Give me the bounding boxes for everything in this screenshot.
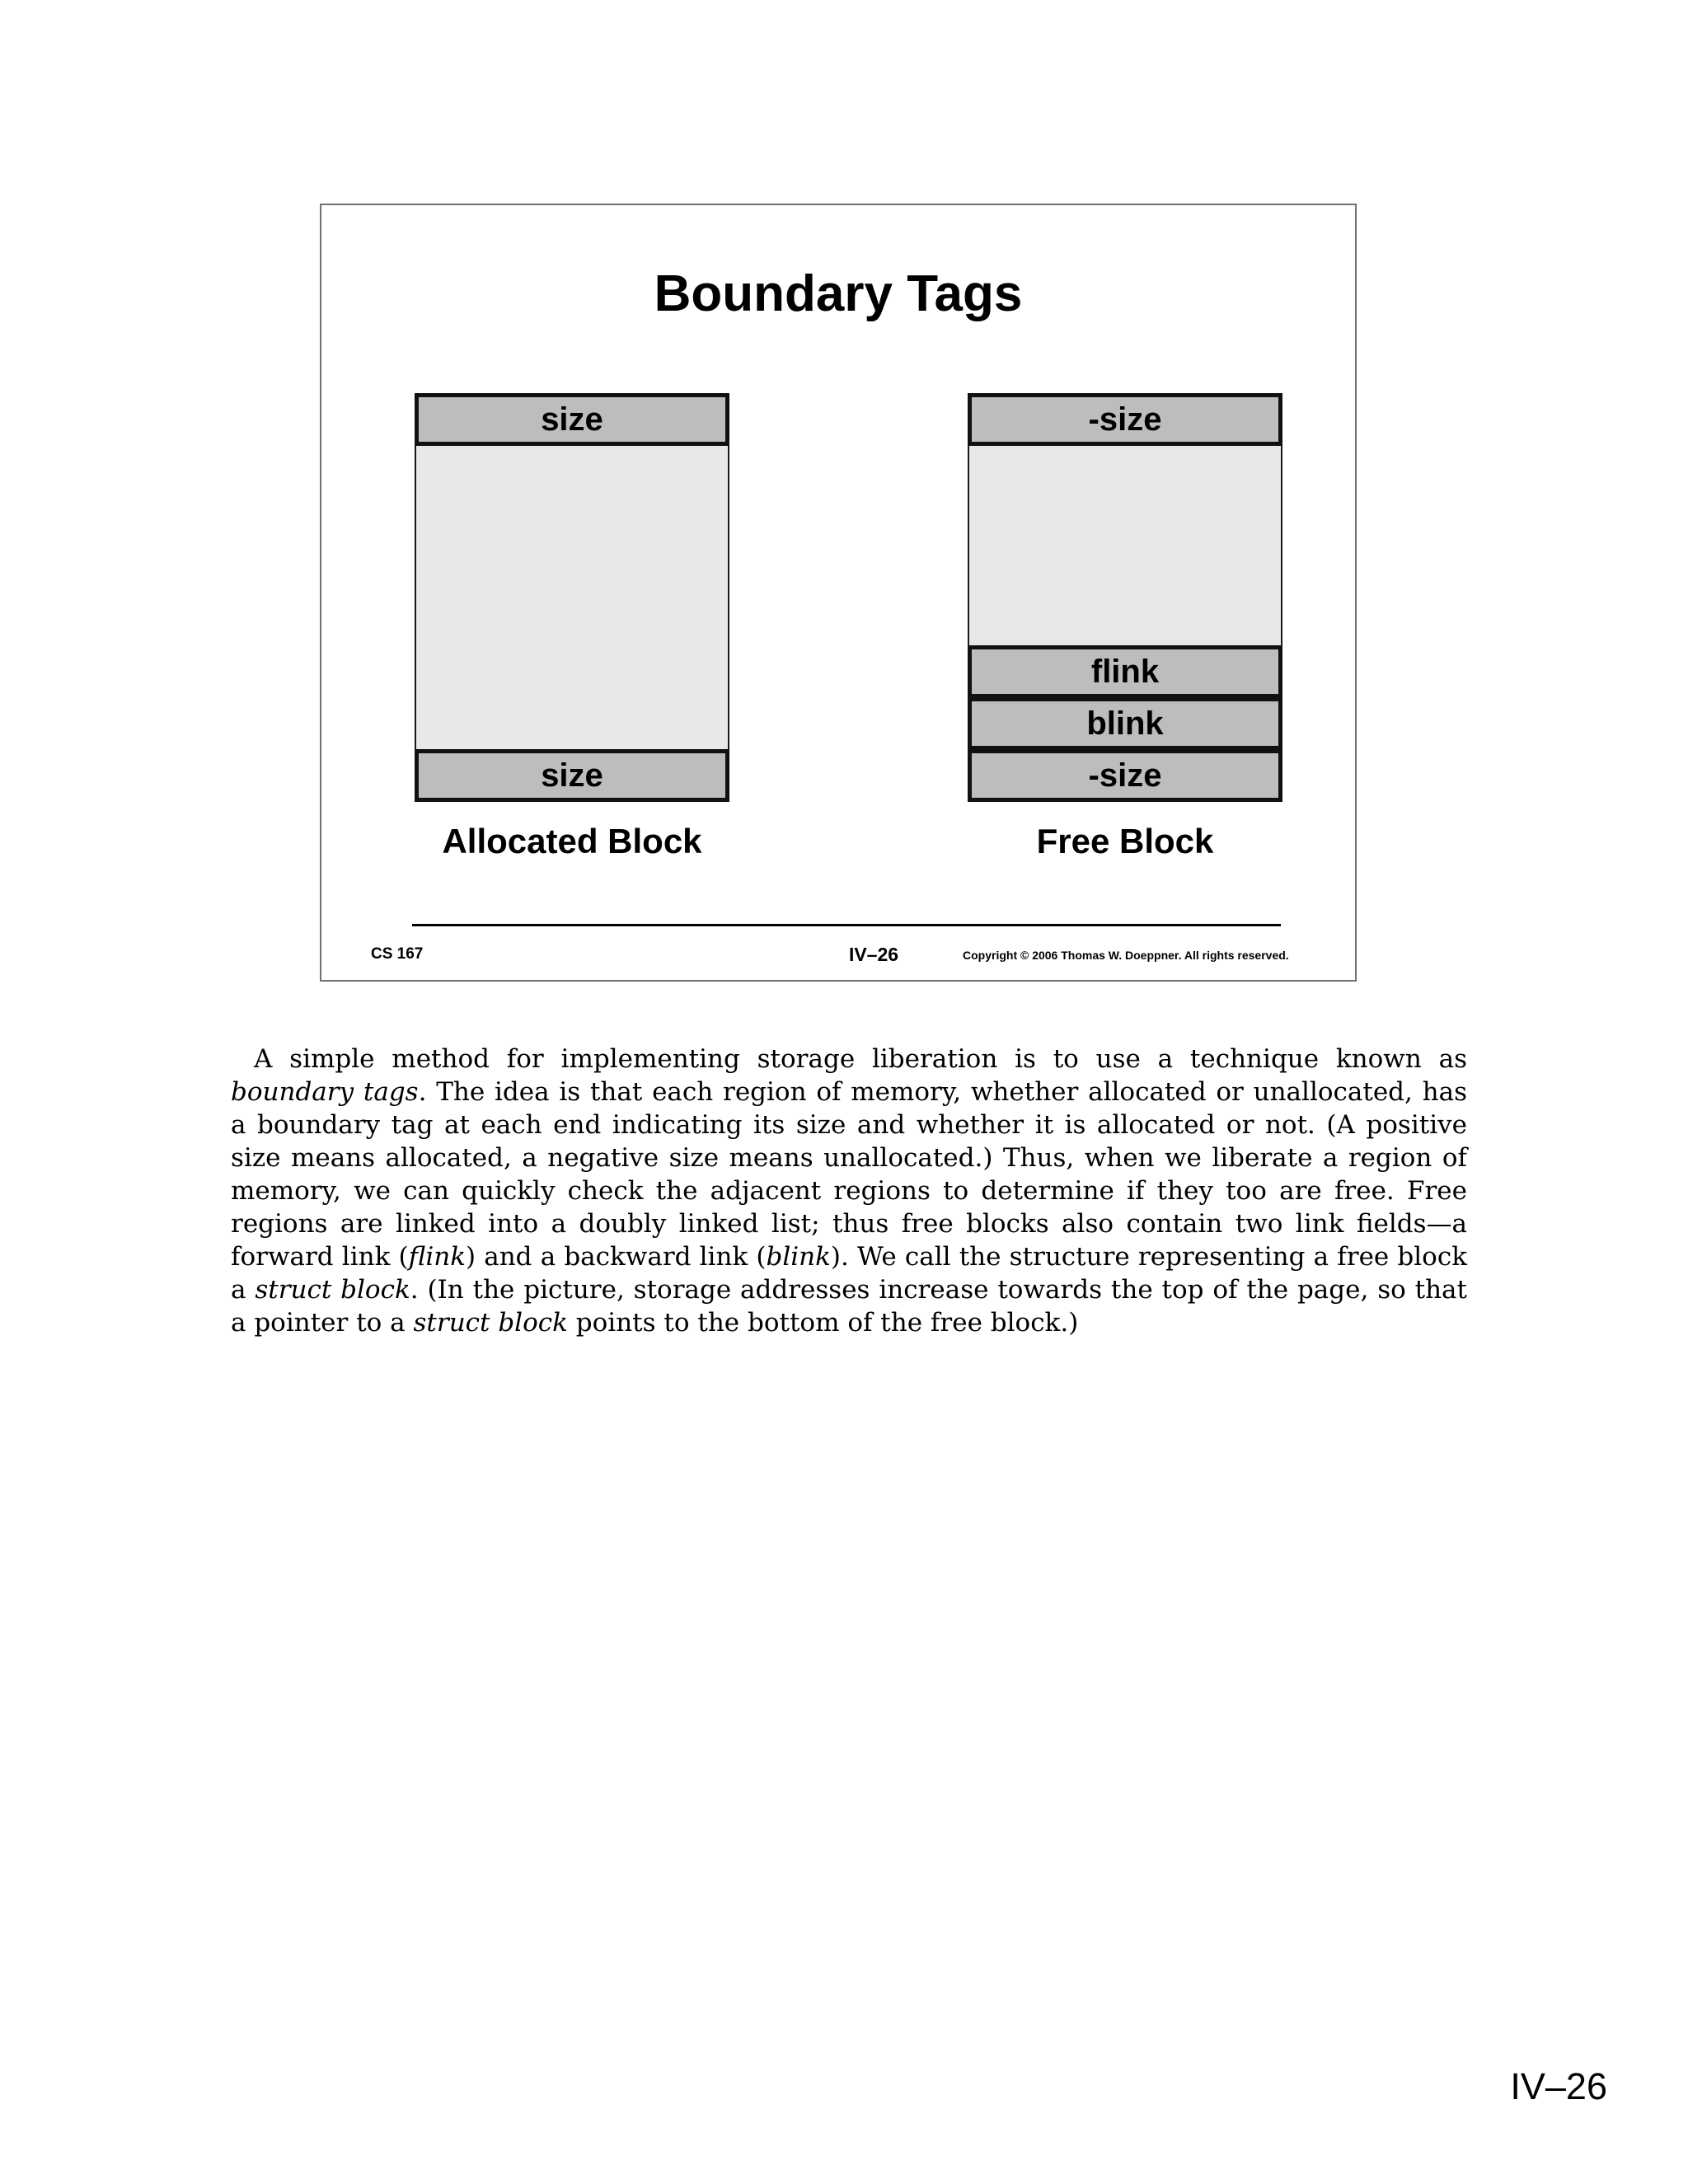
slide [320, 204, 1357, 982]
notes-text: . The idea is that each region of memory, whether allocated or unallocated, has a boundary tag at each end indicating its size and whether it is allocated or not. (A positive size means allocated, a negative size means unallocated.) Thus, when we liberate a region of memory, we can quickly check the adjacent regions to determine if they too are free. Free regions are linked into a doubly linked list; thus free blocks also contain two link fields—a forward link ( [231, 1077, 1467, 1272]
notes-text: ) and a backward link ( [465, 1242, 767, 1272]
notes-emphasis: boundary tags [231, 1077, 419, 1107]
footer-slide-number: IV–26 [848, 944, 899, 965]
notes-text: A simple method for implementing storage liberation is to use a technique known as [254, 1044, 1467, 1074]
free-block-caption: Free Block [1036, 822, 1214, 860]
page-number: IV–26 [1510, 2065, 1607, 2107]
free-flink-tag: flink [968, 645, 1282, 698]
free-top-size-tag: -size [968, 393, 1282, 446]
notes-paragraph [231, 1043, 1467, 1339]
notes-text: ). We call the structure representing a free block a [231, 1242, 1467, 1305]
notes-emphasis: blink [766, 1242, 831, 1272]
footer-divider [412, 924, 1281, 926]
allocated-block [415, 393, 729, 802]
allocated-block-caption: Allocated Block [442, 822, 702, 860]
footer-copyright: Copyright © 2006 Thomas W. Doeppner. All rights reserved. [963, 949, 1289, 962]
allocated-bottom-size-tag: size [415, 749, 729, 802]
allocated-top-size-tag: size [415, 393, 729, 446]
free-blink-tag: blink [968, 697, 1282, 750]
footer-course: CS 167 [371, 945, 424, 963]
free-bottom-size-tag: -size [968, 749, 1282, 802]
notes-emphasis: struct block [255, 1275, 410, 1305]
slide-title: Boundary Tags [654, 265, 1023, 322]
notes-emphasis: struct block [413, 1308, 568, 1338]
notes-text: . (In the picture, storage addresses increase towards the top of the page, so that a pointer to a [231, 1275, 1467, 1338]
free-block [968, 393, 1282, 802]
notes-emphasis: flink [408, 1242, 466, 1272]
notes-text: points to the bottom of the free block.) [567, 1308, 1079, 1338]
